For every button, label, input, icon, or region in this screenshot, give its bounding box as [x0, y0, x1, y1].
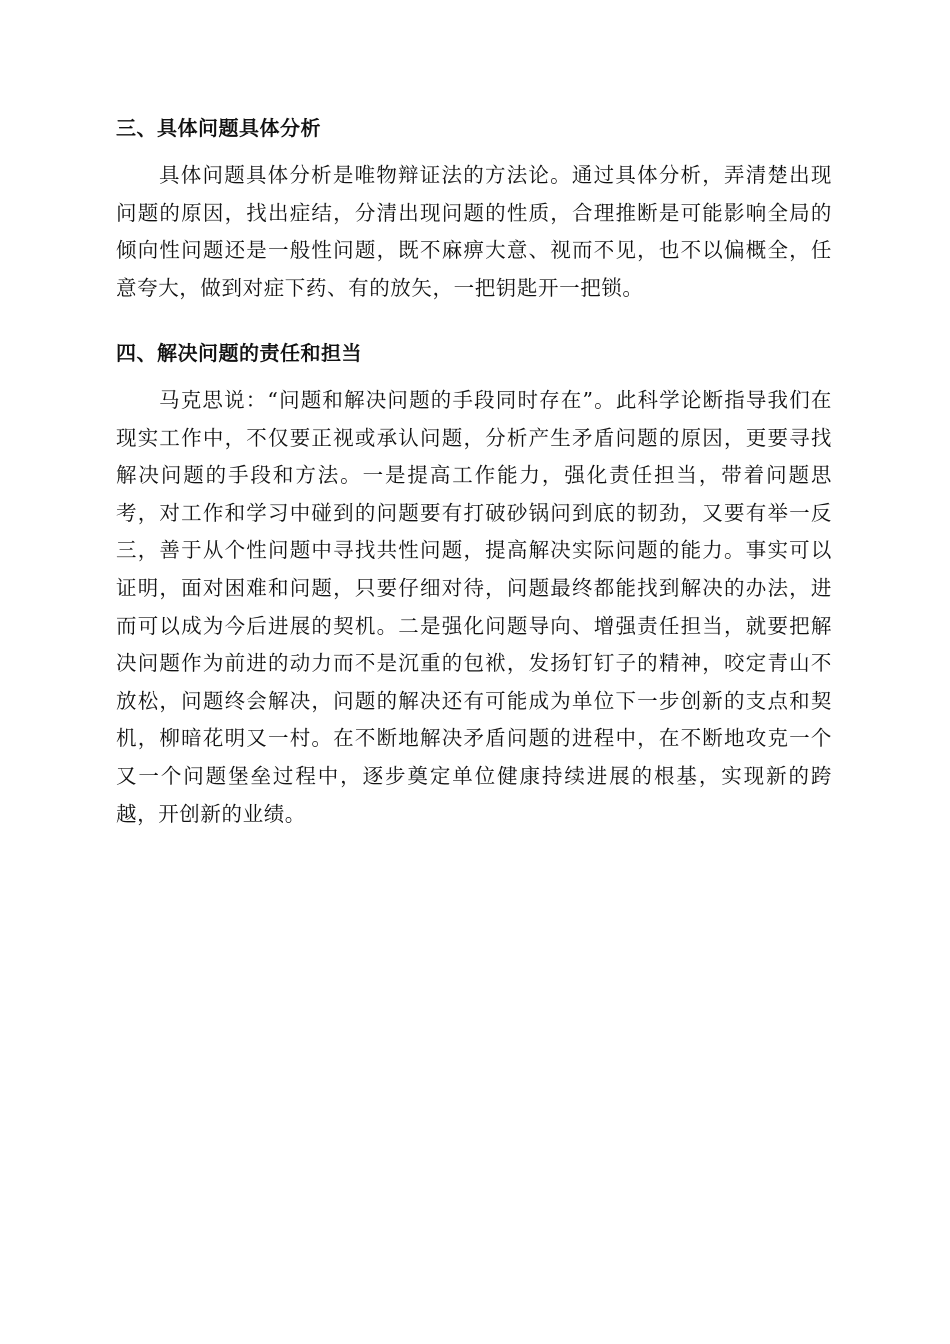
- section-paragraph: 具体问题具体分析是唯物辩证法的方法论。通过具体分析，弄清楚出现问题的原因，找出症结，分清出现问题的性质，合理推断是可能影响全局的倾向性问题还是一般性问题，既不麻痹大意、视而不见，也不以偏概全，任意夸大，做到对症下药、有的放矢，一把钥匙开一把锁。: [116, 163, 832, 300]
- section-heading: 四、解决问题的责任和担当: [116, 341, 362, 365]
- section-specific-analysis: [116, 114, 832, 307]
- section-paragraph: 马克思说：“问题和解决问题的手段同时存在”。此科学论断指导我们在现实工作中，不仅要正视或承认问题，分析产生矛盾问题的原因，更要寻找解决问题的手段和方法。一是提高工作能力，强化责任担当，带着问题思考，对工作和学习中碰到的问题要有打破砂锅问到底的韧劲，又要有举一反三，善于从个性问题中寻找共性问题，提高解决实际问题的能力。事实可以证明，面对困难和问题，只要仔细对待，问题最终都能找到解决的办法，进而可以成为今后进展的契机。二是强化问题导向、增强责任担当，就要把解决问题作为前进的动力而不是沉重的包袱，发扬钉钉子的精神，咬定青山不放松，问题终会解决，问题的解决还有可能成为单位下一步创新的支点和契机，柳暗花明又一村。在不断地解决矛盾问题的进程中，在不断地攻克一个又一个问题堡垒过程中，逐步奠定单位健康持续进展的根基，实现新的跨越，开创新的业绩。: [116, 388, 832, 826]
- section-responsibility: [116, 339, 832, 833]
- section-heading: 三、具体问题具体分析: [116, 116, 321, 140]
